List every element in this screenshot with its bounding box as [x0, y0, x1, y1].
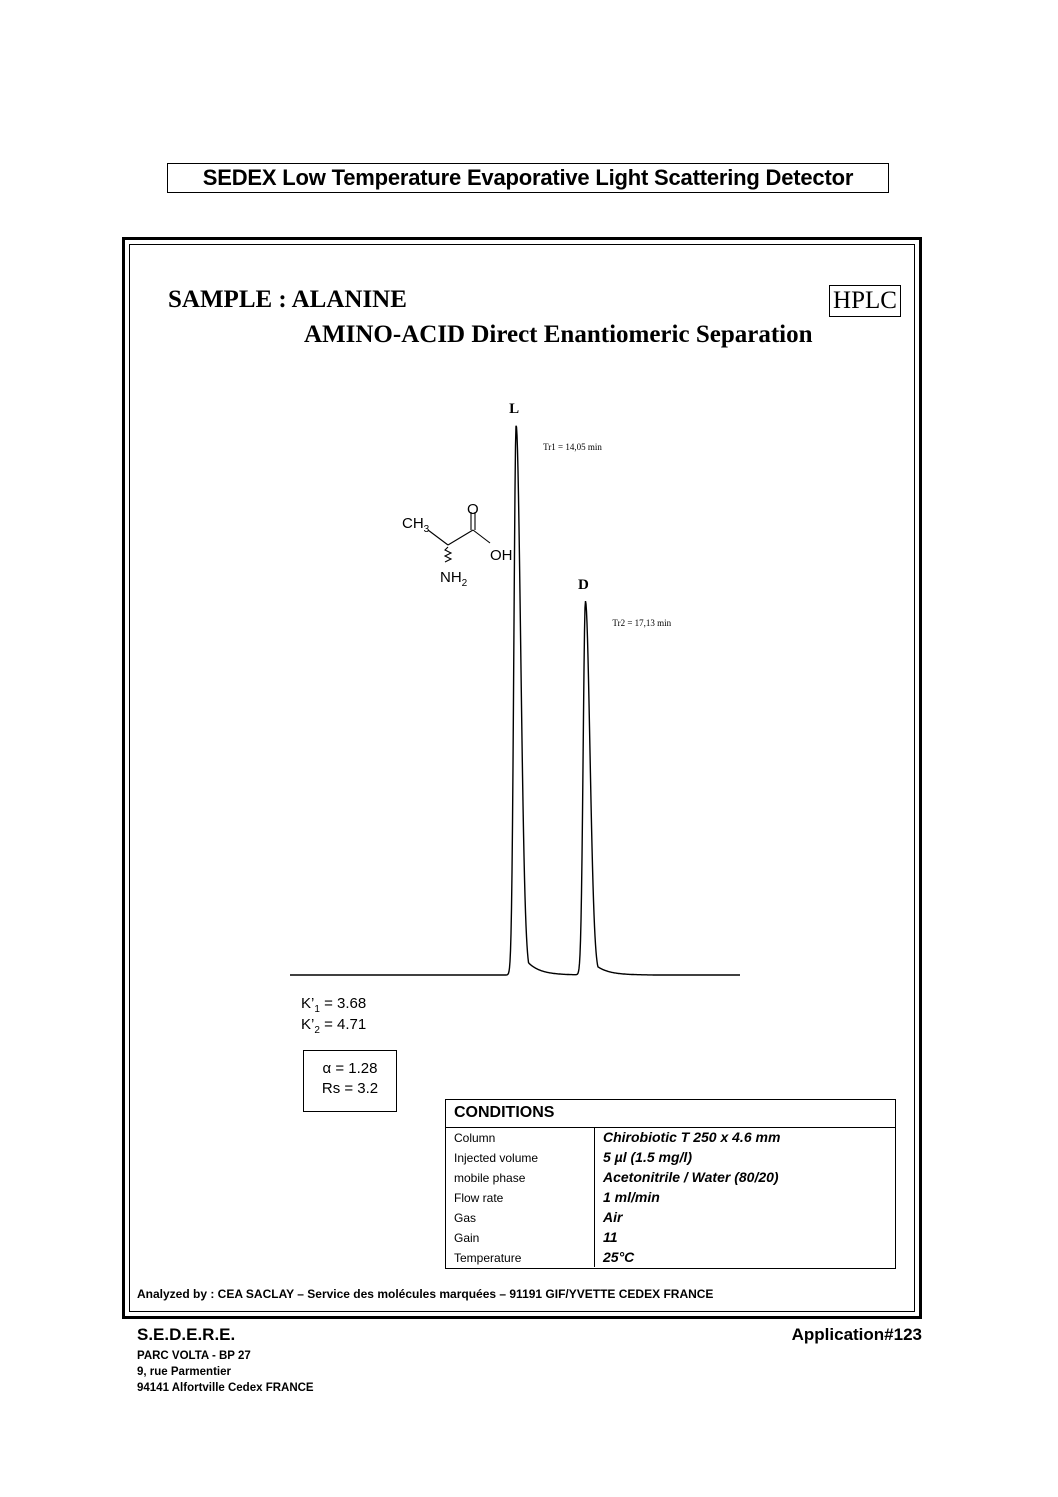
table-row — [446, 1168, 895, 1188]
chromatogram-chart — [285, 385, 755, 985]
condition-param: Flow rate — [454, 1191, 504, 1205]
nh2-label: $NH_2$ — [440, 569, 468, 589]
condition-value: 1 ml/min — [603, 1189, 660, 1205]
address-line: 9, rue Parmentier — [137, 1366, 231, 1378]
table-row — [446, 1128, 895, 1148]
retention-time-l: Tr1 = 14,05 min — [543, 442, 602, 452]
k1-value: $K’_1 = 3.68$ — [301, 995, 367, 1015]
condition-param: Column — [454, 1131, 496, 1145]
condition-param: Injected volume — [454, 1151, 539, 1165]
resolution-value: Rs = 3.2 — [321, 1080, 379, 1097]
condition-param: Gain — [454, 1231, 480, 1245]
application-number: Application#123 — [791, 1325, 922, 1344]
retention-time-d: Tr2 = 17,13 min — [612, 618, 672, 628]
separation-subtitle: AMINO-ACID Direct Enantiomeric Separation — [304, 321, 813, 348]
hydroxyl-label: OH — [490, 547, 513, 564]
address-line: PARC VOLTA - BP 27 — [137, 1350, 251, 1362]
alanine-structure — [398, 500, 528, 595]
condition-param: Temperature — [454, 1251, 522, 1265]
selectivity-box — [303, 1050, 397, 1112]
table-row — [446, 1208, 895, 1228]
table-row — [446, 1248, 895, 1268]
table-row — [446, 1148, 895, 1168]
conditions-rows — [446, 1128, 895, 1268]
condition-value: Air — [603, 1209, 623, 1225]
peak-label-l: L — [509, 401, 520, 417]
alpha-value: α = 1.28 — [322, 1060, 378, 1077]
table-row — [446, 1188, 895, 1208]
conditions-table — [445, 1099, 896, 1269]
address-line: 94141 Alfortville Cedex FRANCE — [137, 1382, 314, 1394]
condition-value: 5 µl (1.5 mg/l) — [603, 1149, 692, 1165]
oxygen-label: O — [467, 501, 479, 518]
condition-value: 25°C — [603, 1249, 635, 1265]
peak-label-d: D — [578, 577, 589, 593]
table-row — [446, 1228, 895, 1248]
condition-param: Gas — [454, 1211, 477, 1225]
condition-value: Acetonitrile / Water (80/20) — [603, 1169, 779, 1185]
conditions-header: CONDITIONS — [446, 1100, 895, 1128]
company-name: S.E.D.E.R.E. — [137, 1325, 236, 1344]
condition-value: Chirobiotic T 250 x 4.6 mm — [603, 1129, 781, 1145]
document-title: SEDEX Low Temperature Evaporative Light Scattering Detector — [167, 163, 889, 193]
sample-title: SAMPLE : ALANINE — [168, 286, 407, 313]
ch3-label: $CH_3$ — [402, 515, 430, 535]
k2-value: $K’_2 = 4.71$ — [301, 1016, 367, 1036]
hplc-badge: HPLC — [829, 285, 901, 317]
condition-param: mobile phase — [454, 1171, 526, 1185]
analyzed-by: Analyzed by : CEA SACLAY – Service des molécules marquées – 91191 GIF/YVETTE CEDEX FRANCE — [137, 1287, 714, 1301]
condition-value: 11 — [603, 1229, 618, 1245]
structure-bonds — [428, 512, 490, 562]
